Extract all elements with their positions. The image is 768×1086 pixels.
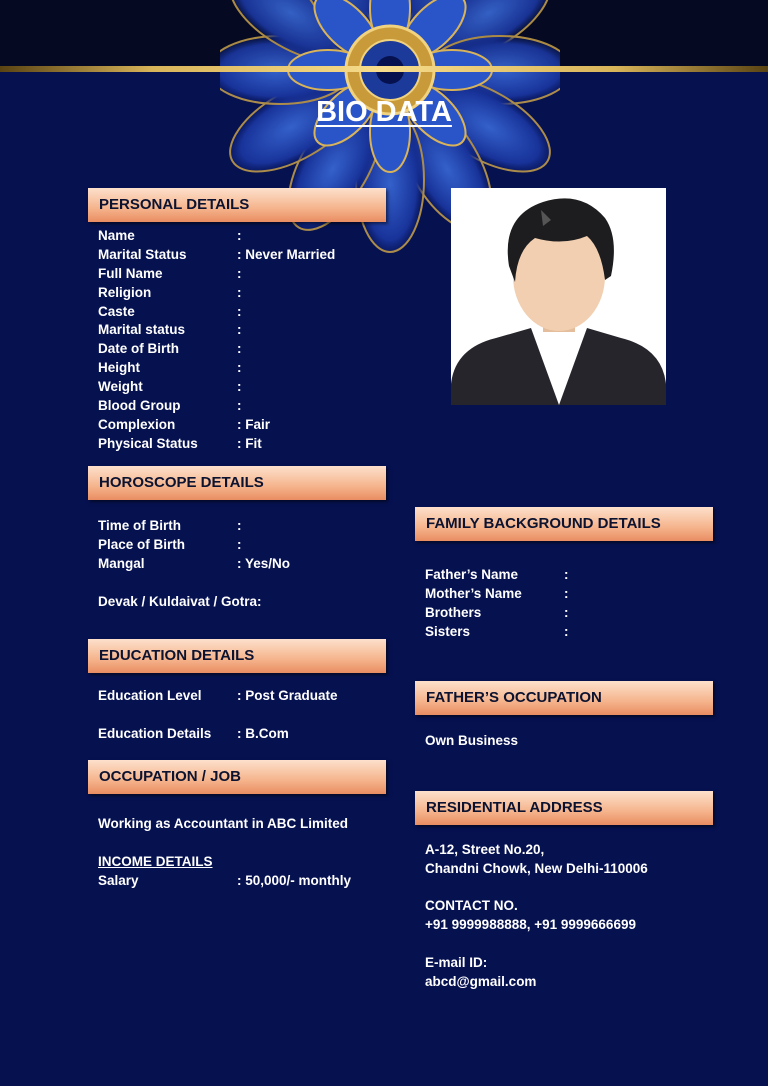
page-title: BIO DATA [316,96,452,128]
personal-label-physical-status: Physical Status [98,436,198,451]
father-occupation-header: FATHER’S OCCUPATION [415,681,713,715]
personal-label-caste: Caste [98,304,135,319]
horoscope-gotra: Devak / Kuldaivat / Gotra: [98,594,262,609]
personal-value-full-name: : [237,266,242,281]
personal-label-height: Height [98,360,140,375]
horoscope-details-header: HOROSCOPE DETAILS [88,466,386,500]
education-value-level: : Post Graduate [237,688,338,703]
horoscope-value-time-of-birth: : [237,518,242,533]
personal-label-marital-status: Marital Status [98,247,187,262]
income-details-title: INCOME DETAILS [98,854,213,869]
personal-value-religion: : [237,285,242,300]
email-title: E-mail ID: [425,955,488,970]
salary-label: Salary [98,873,139,888]
personal-label-weight: Weight [98,379,143,394]
occupation-text: Working as Accountant in ABC Limited [98,816,349,831]
personal-label-marital-status-2: Marital status [98,322,186,337]
personal-label-blood-group: Blood Group [98,398,181,413]
family-label-mother-name: Mother’s Name [425,586,522,601]
personal-value-physical-status: : Fit [237,436,262,451]
family-label-brothers: Brothers [425,605,482,620]
occupation-header: OCCUPATION / JOB [88,760,386,794]
family-label-father-name: Father’s Name [425,567,519,582]
address-line-2: Chandni Chowk, New Delhi-110006 [425,861,648,876]
personal-details-header: PERSONAL DETAILS [88,188,386,222]
family-value-mother-name: : [564,586,569,601]
personal-label-name: Name [98,228,135,243]
personal-value-complexion: : Fair [237,417,271,432]
residential-address-header: RESIDENTIAL ADDRESS [415,791,713,825]
family-value-father-name: : [564,567,569,582]
personal-value-caste: : [237,304,242,319]
family-value-sisters: : [564,624,569,639]
personal-value-blood-group: : [237,398,242,413]
personal-value-date-of-birth: : [237,341,242,356]
email-value: abcd@gmail.com [425,974,537,989]
avatar-silhouette-icon [451,188,666,405]
horoscope-label-mangal: Mangal [98,556,145,571]
personal-label-complexion: Complexion [98,417,176,432]
family-background-header: FAMILY BACKGROUND DETAILS [415,507,713,541]
horoscope-value-mangal: : Yes/No [237,556,291,571]
father-occupation-text: Own Business [425,733,519,748]
education-details-header: EDUCATION DETAILS [88,639,386,673]
personal-value-marital-status-2: : [237,322,242,337]
horoscope-label-time-of-birth: Time of Birth [98,518,182,533]
education-label-details: Education Details [98,726,212,741]
horoscope-value-place-of-birth: : [237,537,242,552]
personal-label-religion: Religion [98,285,152,300]
horoscope-label-place-of-birth: Place of Birth [98,537,186,552]
personal-label-full-name: Full Name [98,266,163,281]
gold-divider [0,66,768,72]
salary-value: : 50,000/- monthly [237,873,352,888]
family-value-brothers: : [564,605,569,620]
contact-title: CONTACT NO. [425,898,518,913]
family-label-sisters: Sisters [425,624,471,639]
personal-value-height: : [237,360,242,375]
education-label-level: Education Level [98,688,202,703]
personal-value-name: : [237,228,242,243]
personal-value-weight: : [237,379,242,394]
address-line-1: A-12, Street No.20, [425,842,545,857]
profile-photo [451,188,666,405]
personal-value-marital-status: : Never Married [237,247,336,262]
education-value-details: : B.Com [237,726,289,741]
contact-numbers: +91 9999988888, +91 9999666699 [425,917,636,932]
personal-label-date-of-birth: Date of Birth [98,341,179,356]
